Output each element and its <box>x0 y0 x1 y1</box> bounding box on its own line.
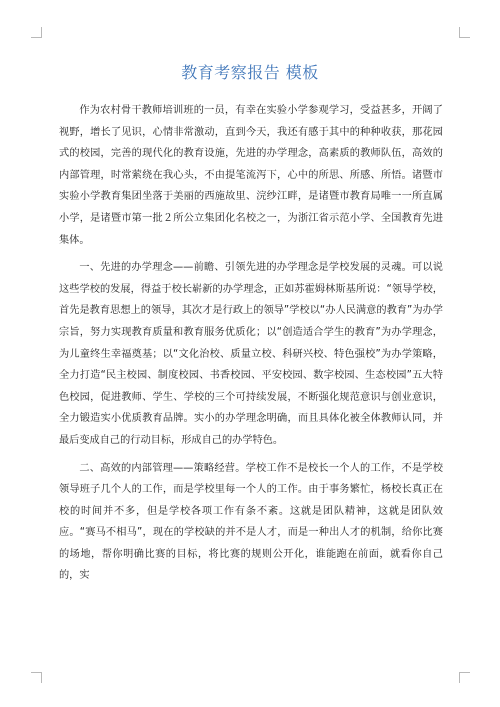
crop-mark-bottom-left <box>31 672 42 683</box>
document-body <box>59 100 443 593</box>
paragraph-section-1: 一、先进的办学理念——前瞻、引领先进的办学理念是学校发展的灵魂。可以说这些学校的发展，得益于校长崭新的办学理念，正如苏霍姆林斯基所说：“领导学校，首先是教育思想上的领导，其次才是行政上的领导”学校以“办人民满意的教育”为办学宗旨，努力实现教育质量和教育服务优质化；以“创造适合学生的教育”为办学理念，为儿童终生幸福奠基；以“文化治校、质量立校、科研兴校、特色强校”为办学策略，全力打造“民主校园、制度校园、书香校园、平安校园、数字校园、生态校园”五大特色校园，促进教师、学生、学校的三个可持续发展，不断强化规范意识与创业意识，全力锻造实小优质教育品牌。实小的办学理念明确，而且具体化被全体教师认同，并最后变成自己的行动目标，形成自己的办学特色。 <box>59 262 443 446</box>
paragraph-intro: 作为农村骨干教师培训班的一员，有幸在实验小学参观学习，受益甚多，开阔了视野，增长了见识，心情非常激动，直到今天，我还有感于其中的种种收获，那花园式的校园，完善的现代化的教育设施，先进的办学理念，高素质的教师队伍，高效的内部管理，时常萦绕在我心头，不由提笔流泻下，心中的所思、所感、所悟。诸暨市实验小学教育集团坐落于美丽的西施故里、浣纱江畔，是诸暨市教育局唯一一所直属小学，是诸暨市第一批２所公立集团化名校之一，为浙江省示范小学、全国教育先进集体。 <box>59 105 443 246</box>
paragraph-section-2: 二、高效的内部管理——策略经营。学校工作不是校长一个人的工作，不是学校领导班子几个人的工作，而是学校里每一个人的工作。由于事务繁忙，杨校长真正在校的时间并不多，但是学校各项工作有条不紊。这就是团队精神，这就是团队效应。“赛马不相马”，现在的学校缺的并不是人才，而是一种出人才的机制，给你比赛的场地，帮你明确比赛的目标，将比赛的规则公开化，谁能跑在前面，就看你自己的，实 <box>59 462 443 582</box>
crop-mark-bottom-right <box>459 672 470 683</box>
document-title: 教育考察报告 模板 <box>181 63 319 82</box>
crop-mark-top-left <box>31 27 42 38</box>
crop-mark-top-right <box>459 27 470 38</box>
